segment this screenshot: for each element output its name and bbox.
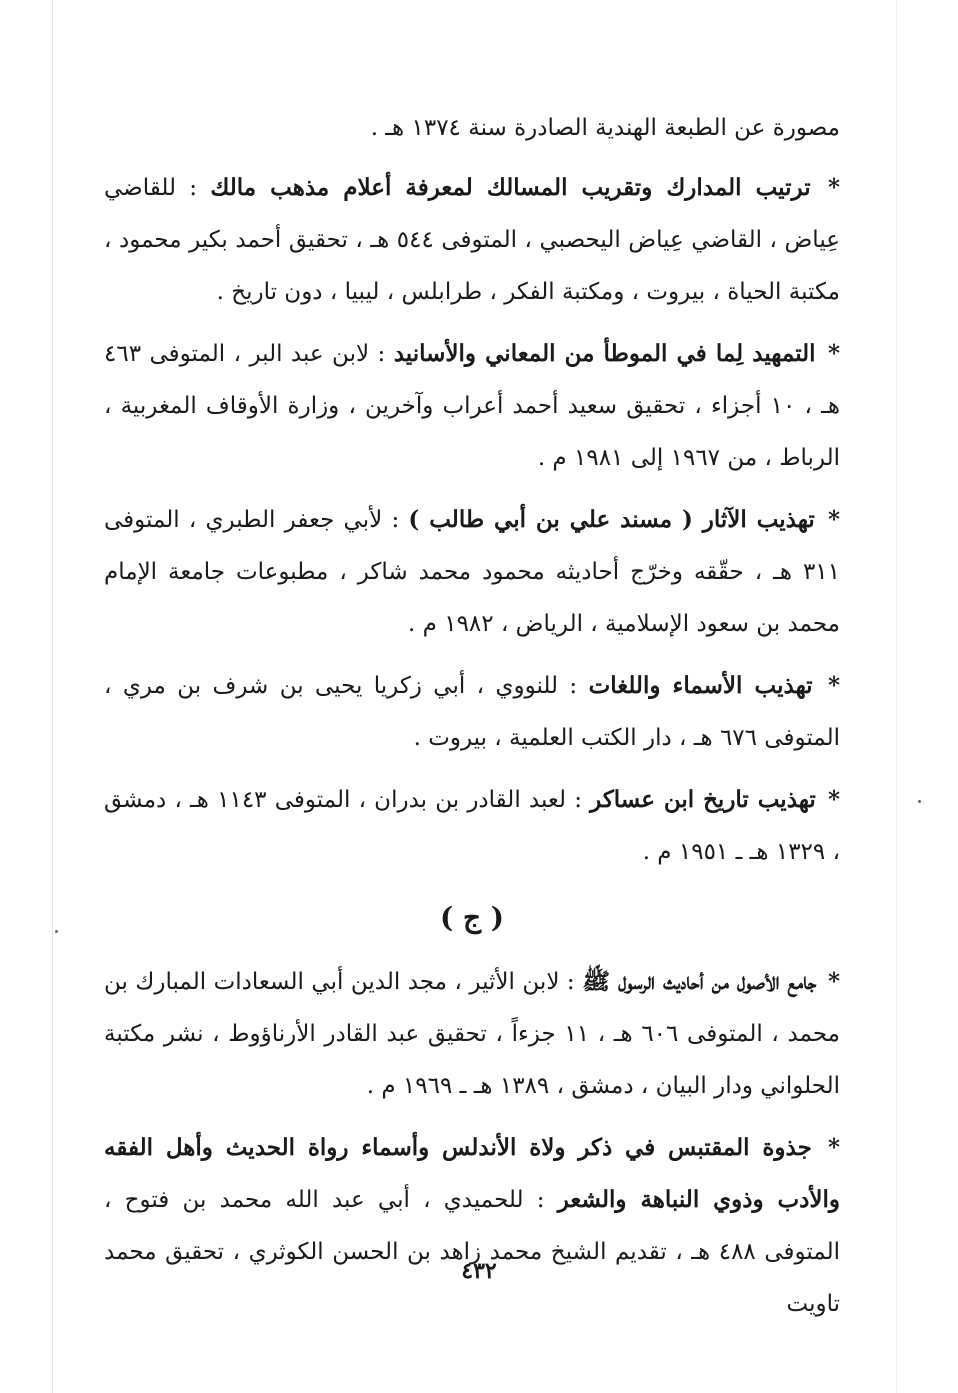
entry-title: ترتيب المدارك وتقريب المسالك لمعرفة أعلام مذهب مالك: [210, 174, 811, 201]
entry-title: تهذيب الأسماء واللغات: [588, 672, 813, 699]
asterisk-bullet-icon: *: [827, 174, 840, 201]
bibliography-list: [104, 162, 840, 1340]
bibliography-entry: [104, 774, 840, 878]
entry-body: : لابن الأثير ، مجد الدين أبي السعادات المبارك بن محمد ، المتوفى ٦٠٦ هـ ، ١١ جزءاً ، تحقيق عبد القادر الأرناؤوط ، نشر مكتبة الحلواني ودار البيان ، دمشق ، ١٣٨٩ هـ ـ ١٩٦٩ م .: [104, 969, 840, 1099]
entry-body: : لعبد القادر بن بدران ، المتوفى ١١٤٣ هـ ، دمشق ، ١٣٢٩ هـ ـ ١٩٥١ م .: [104, 787, 840, 865]
asterisk-bullet-icon: *: [827, 672, 840, 699]
page-number: ٤٣٢: [461, 1258, 497, 1284]
entry-title: تهذيب تاريخ ابن عساكر: [590, 786, 816, 813]
asterisk-bullet-icon: *: [827, 786, 840, 813]
bibliography-entry: [104, 328, 840, 484]
scan-margin-line-right: [896, 0, 897, 1393]
asterisk-bullet-icon: *: [827, 1134, 841, 1161]
entry-body: : للنووي ، أبي زكريا يحيى بن شرف بن مري ، المتوفى ٦٧٦ هـ ، دار الكتب العلمية ، بيروت .: [104, 673, 840, 751]
scan-margin-line-left: [52, 0, 53, 1393]
bibliography-entry: [104, 660, 840, 764]
scan-speck: [55, 930, 58, 933]
scan-speck: [918, 800, 921, 803]
entry-title: التمهيد لِما في الموطأ من المعاني والأسانيد: [393, 340, 816, 367]
bibliography-entry: [104, 1122, 840, 1330]
entry-body: : للقاضي عِياض ، القاضي عِياض اليحصبي ، المتوفى ٥٤٤ هـ ، تحقيق أحمد بكير محمود ، مكتبة الحياة ، بيروت ، ومكتبة الفكر ، طرابلس ، ليبيا ، دون تاريخ .: [104, 175, 840, 305]
asterisk-bullet-icon: *: [827, 340, 841, 367]
continuation-text: مصورة عن الطبعة الهندية الصادرة سنة ١٣٧٤ هـ .: [370, 115, 840, 141]
bibliography-entry: [104, 162, 840, 318]
entry-body: : لأبي جعفر الطبري ، المتوفى ٣١١ هـ ، حقّقه وخرّج أحاديثه محمود محمد شاكر ، مطبوعات جامعة الإمام محمد بن سعود الإسلامية ، الرياض ، ١٩٨٢ م .: [104, 507, 840, 637]
asterisk-bullet-icon: *: [827, 968, 841, 995]
bibliography-entry: [104, 956, 840, 1112]
entry-body: : للحميدي ، أبي عبد الله محمد بن فتوح ، المتوفى ٤٨٨ هـ ، تقديم الشيخ محمد زاهد بن الحسن الكوثري ، تحقيق محمد تاويت: [104, 1187, 841, 1317]
section-heading-letter: ( ج ): [439, 901, 505, 934]
continuation-line: [104, 102, 840, 154]
entry-title: جامع الأصول من أحاديث الرسول ﷺ: [582, 968, 817, 995]
asterisk-bullet-icon: *: [828, 506, 841, 533]
bibliography-entry: [104, 494, 840, 650]
entry-body: : لابن عبد البر ، المتوفى ٤٦٣ هـ ، ١٠ أجزاء ، تحقيق سعيد أحمد أعراب وآخرين ، وزارة الأوقاف المغربية ، الرباط ، من ١٩٦٧ إلى ١٩٨١ م .: [104, 341, 840, 471]
entry-title: تهذيب الآثار ( مسند علي بن أبي طالب ): [408, 506, 815, 533]
entry-title: جذوة المقتبس في ذكر ولاة الأندلس وأسماء رواة الحديث وأهل الفقه والأدب وذوي النباهة والشعر: [104, 1134, 841, 1213]
